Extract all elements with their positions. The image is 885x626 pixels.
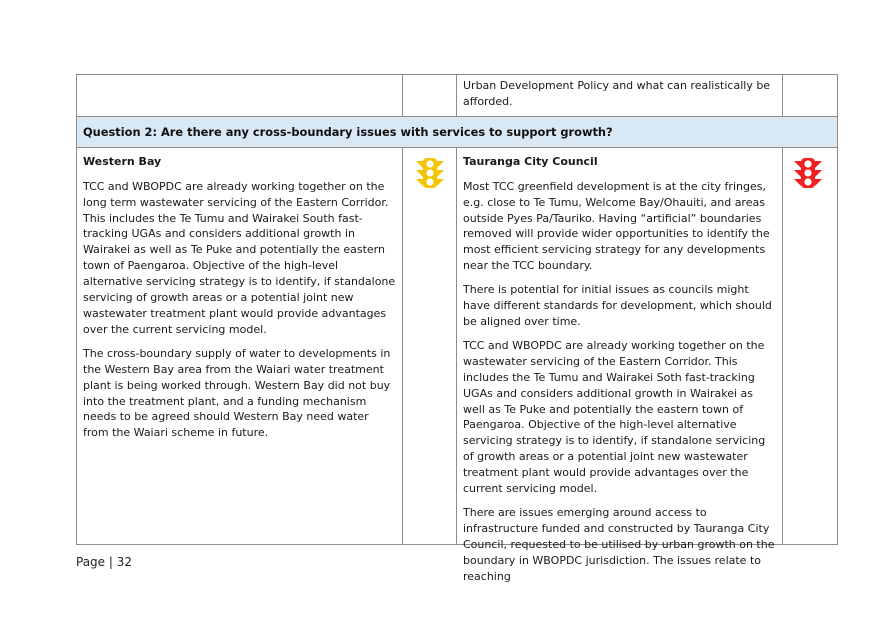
table-cell: [457, 75, 783, 117]
traffic-light-amber-svg: [415, 157, 445, 189]
table-row: [77, 75, 838, 117]
western-bay-cell: [77, 147, 403, 544]
western-bay-paragraph: TCC and WBOPDC are already working together on the long term wastewater servicing of the Eastern Corridor. This includes the Te Tumu and Wairakei South fast-tracking UGAs and considers additional growth in Wairakei as well as Te Puke and potentially the eastern town of Paengaroa. Objective of the high-level alternative servicing strategy is to identify, if standalone servicing of growth areas or a potential joint new wastewater treatment plant would provide advantages over the current servicing model.: [83, 179, 396, 336]
question-heading: Question 2: Are there any cross-boundary issues with services to support growth?: [77, 116, 838, 147]
tauranga-paragraph: There is potential for initial issues as councils might have different standards for development, which should be aligned over time.: [463, 283, 772, 328]
tauranga-paragraph: Most TCC greenfield development is at the city fringes, e.g. close to Te Tumu, Welcome Bay/Ohauiti, and areas outside Pyes Pa/Tauriko. Having “artificial” boundaries removed will provide wider opportunities to identify the most efficient servicing strategy for any developments near the TCC boundary.: [463, 179, 770, 273]
table-cell: [403, 75, 457, 117]
western-bay-paragraph: The cross-boundary supply of water to developments in the Western Bay area from the Waiari water treatment plant is being worked through. Western Bay did not buy into the treatment plant, and a funding mechanism needs to be agreed should Western Bay need water from the Waiari scheme in future.: [83, 346, 391, 440]
western-bay-status-cell: [403, 147, 457, 544]
tauranga-heading: Tauranga City Council: [463, 154, 598, 168]
page-number: Page | 32: [76, 555, 132, 569]
traffic-light-red-icon: [783, 148, 837, 189]
continued-text: Urban Development Policy and what can realistically be afforded.: [463, 79, 771, 108]
traffic-light-amber-icon: [403, 148, 456, 189]
table-row: [77, 147, 838, 544]
tauranga-paragraph: There are issues emerging around access to infrastructure funded and constructed by Tauranga City Council, requested to be utilised by urban growth on the boundary in WBOPDC jurisdiction. The issues relate to reaching: [463, 505, 775, 583]
western-bay-heading: Western Bay: [83, 154, 162, 168]
table-cell: [783, 75, 838, 117]
table-cell: [77, 75, 403, 117]
tauranga-status-cell: [783, 147, 838, 544]
traffic-light-red-svg: [793, 157, 823, 189]
question-row: [77, 116, 838, 147]
tauranga-paragraph: TCC and WBOPDC are already working together on the wastewater servicing of the Eastern Corridor. This includes the Te Tumu and Wairakei Soth fast-tracking UGAs and considers additional growth in Wairakei as well as Te Puke and potentially the eastern town of Paengaroa. Objective of the high-level alternative servicing strategy is to identify, if standalone servicing of growth areas or a potential joint new wastewater treatment plant would provide advantages over the current servicing model.: [463, 338, 766, 496]
tauranga-cell: [457, 147, 783, 583]
